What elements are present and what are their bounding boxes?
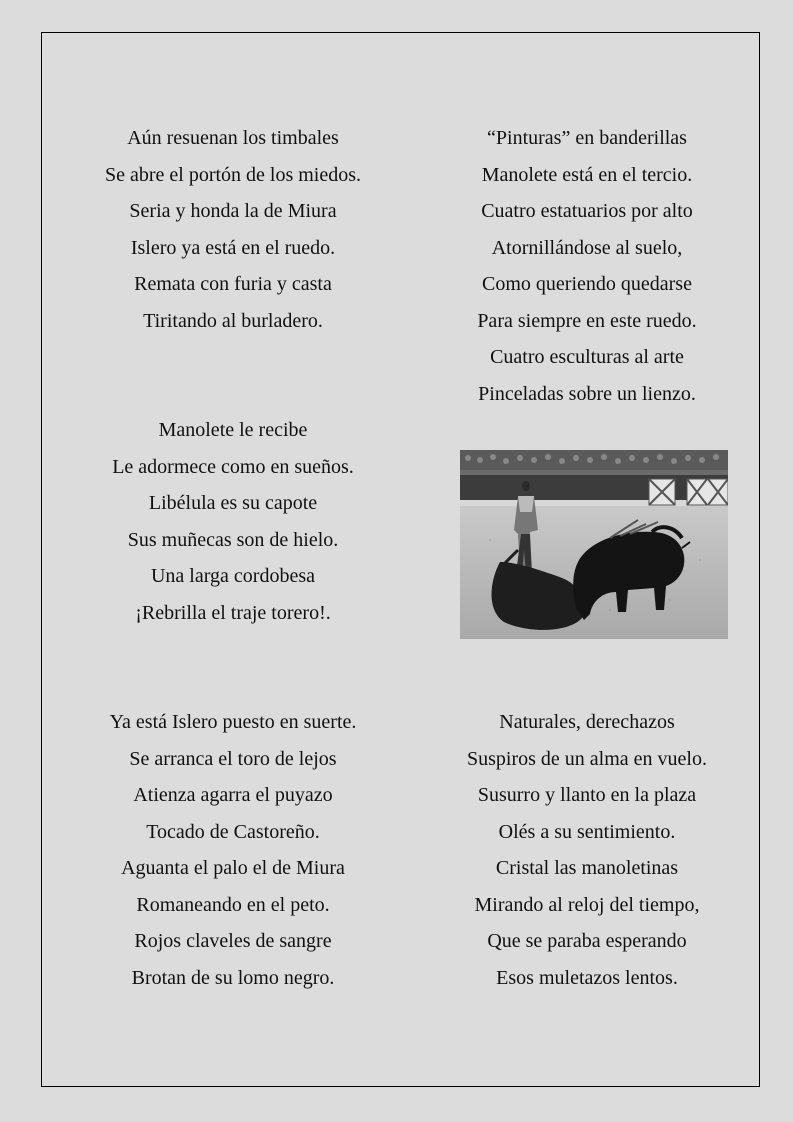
stanza-5 xyxy=(412,704,762,996)
verse-line: Una larga cordobesa xyxy=(150,565,315,587)
verse-line: Remata con furia y casta xyxy=(134,273,332,295)
verse-line: Tocado de Castoreño. xyxy=(146,820,320,843)
verse-line: “Pinturas” en banderillas xyxy=(487,127,687,149)
verse-line: Seria y honda la de Miura xyxy=(129,200,337,222)
verse-line: Se arranca el toro de lejos xyxy=(129,747,337,770)
verse-line: Libélula es su capote xyxy=(148,492,318,514)
verse-line: Mirando al reloj del tiempo, xyxy=(474,893,700,916)
verse-line: ¡Rebrilla el traje torero!. xyxy=(135,601,331,624)
bullfight-illustration xyxy=(460,450,728,639)
bullfight-photo xyxy=(460,450,728,639)
verse-line: Olés a su sentimiento. xyxy=(498,820,676,843)
verse-line: Que se paraba esperando xyxy=(487,930,687,952)
verse-line: Manolete le recibe xyxy=(158,419,308,441)
verse-line: Romaneando en el peto. xyxy=(136,893,330,916)
verse-line: Atornillándose al suelo, xyxy=(491,236,683,259)
verse-line: Le adormece como en sueños. xyxy=(112,455,354,478)
verse-line: Tiritando al burladero. xyxy=(143,309,323,332)
verse-line: Cuatro esculturas al arte xyxy=(490,346,684,368)
stanza-4 xyxy=(58,704,408,996)
verse-line: Esos muletazos lentos. xyxy=(496,966,678,989)
verse-line: Rojos claveles de sangre xyxy=(134,930,332,952)
verse-line: Islero ya está en el ruedo. xyxy=(130,236,336,259)
verse-line: Para siempre en este ruedo. xyxy=(477,309,697,332)
verse-line: Ya está Islero puesto en suerte. xyxy=(109,711,357,733)
verse-line: Aún resuenan los timbales xyxy=(127,127,339,149)
verse-line: Brotan de su lomo negro. xyxy=(131,966,335,989)
verse-line: Sus muñecas son de hielo. xyxy=(127,528,339,551)
verse-line: Suspiros de un alma en vuelo. xyxy=(467,747,707,770)
verse-line: Como queriendo quedarse xyxy=(482,273,692,295)
verse-line: Susurro y llanto en la plaza xyxy=(477,784,697,806)
verse-line: Naturales, derechazos xyxy=(499,711,675,733)
verse-line: Pinceladas sobre un lienzo. xyxy=(478,382,696,405)
verse-line: Manolete está en el tercio. xyxy=(481,163,693,186)
stanza-2 xyxy=(412,120,762,412)
verse-line: Se abre el portón de los miedos. xyxy=(104,163,362,186)
stanza-1 xyxy=(58,120,408,339)
verse-line: Atienza agarra el puyazo xyxy=(133,784,333,806)
verse-line: Aguanta el palo el de Miura xyxy=(121,857,345,879)
verse-line: Cristal las manoletinas xyxy=(495,857,679,879)
verse-line: Cuatro estatuarios por alto xyxy=(481,200,693,222)
stanza-3 xyxy=(58,412,408,631)
